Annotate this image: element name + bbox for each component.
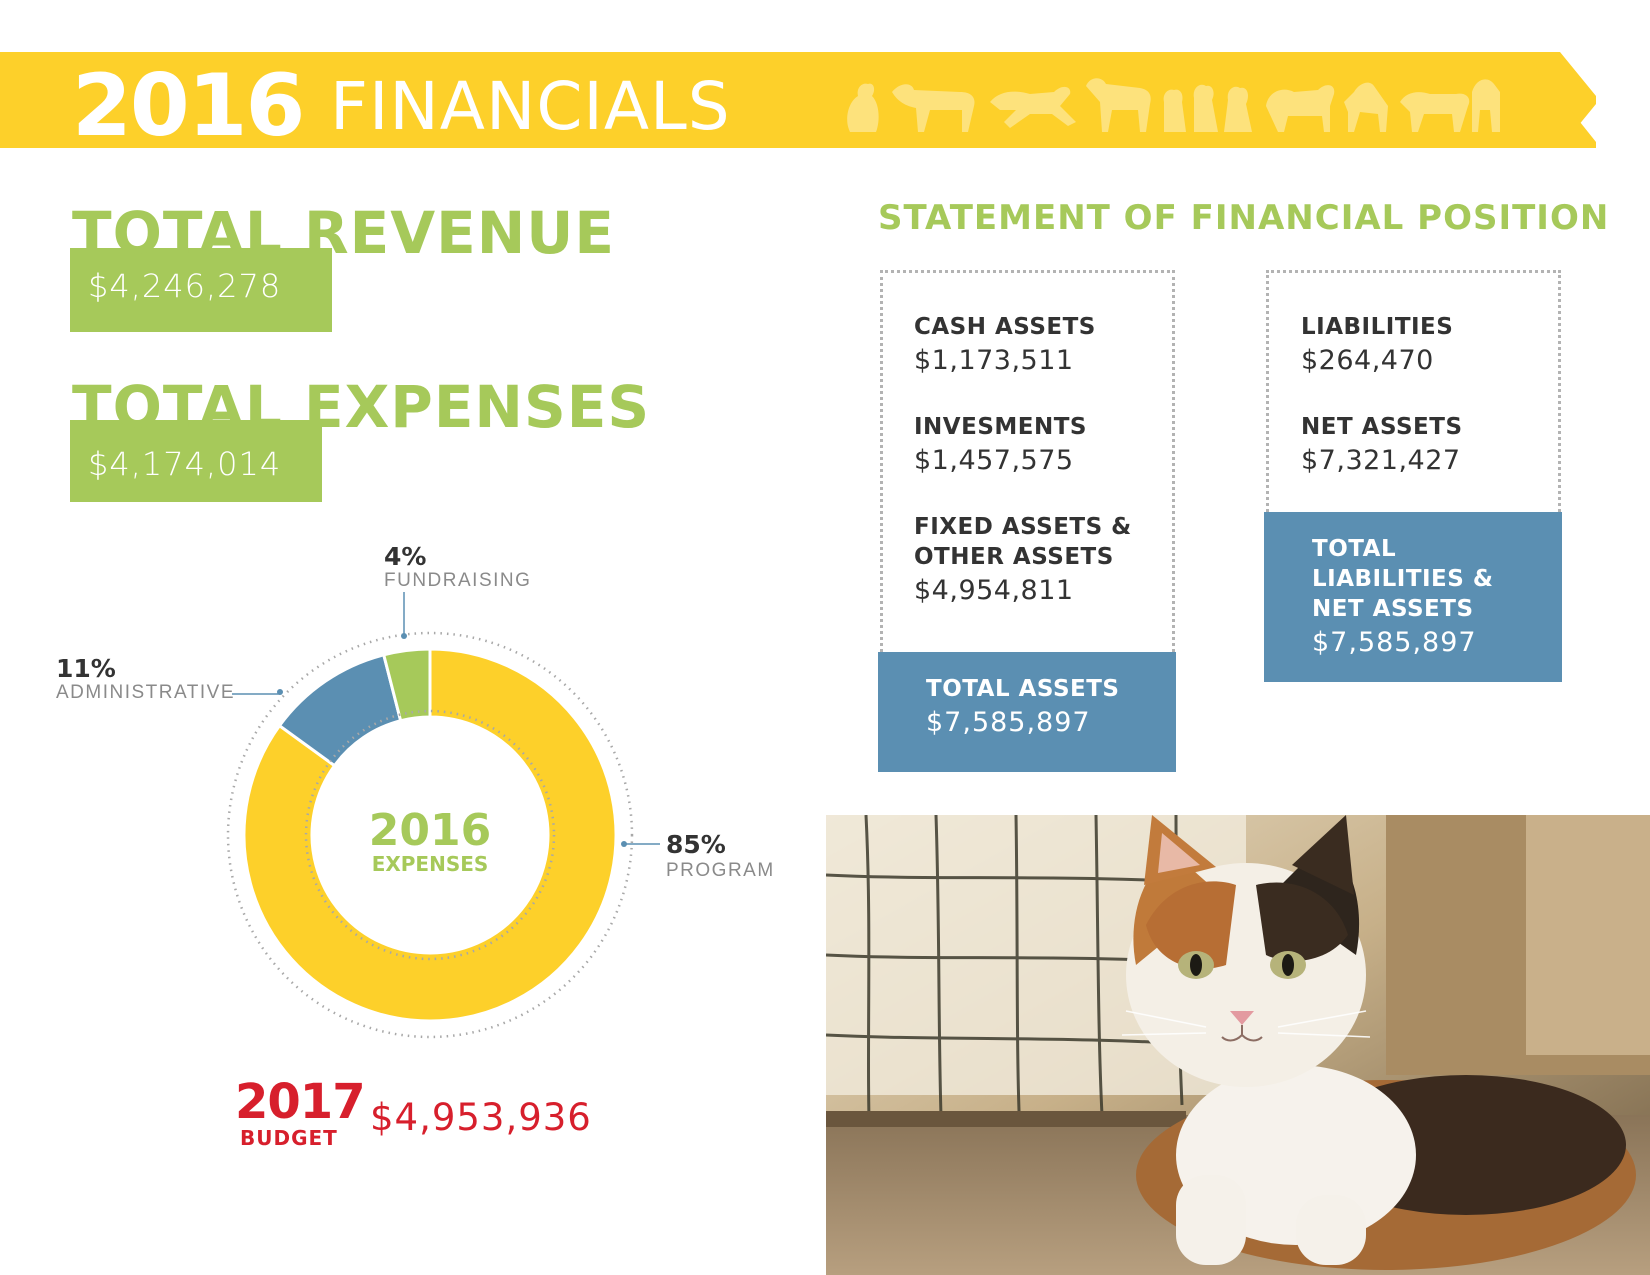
total-liabilities-label-line2: LIABILITIES & (1312, 566, 1494, 592)
budget-year: 2017 (235, 1074, 365, 1130)
total-assets-label: TOTAL ASSETS (926, 676, 1120, 702)
total-expenses-heading: TOTAL EXPENSES (72, 373, 651, 441)
fundraising-percent: 4% (384, 542, 427, 571)
administrative-percent: 11% (56, 654, 116, 683)
program-label: PROGRAM (666, 860, 775, 881)
fixed-assets-value: $4,954,811 (914, 575, 1074, 606)
donut-center-year: 2016 (368, 805, 492, 856)
investments-label: INVESMENTS (914, 414, 1087, 440)
total-expenses-value: $4,174,014 (88, 445, 282, 483)
calico-cat-photo (826, 815, 1650, 1275)
budget-label: BUDGET (240, 1126, 338, 1150)
fixed-assets-label-line1: FIXED ASSETS & (914, 514, 1132, 540)
administrative-label: ADMINISTRATIVE (56, 682, 235, 703)
total-assets-value: $7,585,897 (926, 707, 1091, 738)
budget-value: $4,953,936 (370, 1096, 592, 1139)
program-percent: 85% (666, 830, 726, 859)
fundraising-label: FUNDRAISING (384, 570, 532, 591)
total-liabilities-label-line1: TOTAL (1312, 536, 1397, 562)
liabilities-label: LIABILITIES (1301, 314, 1454, 340)
cash-assets-value: $1,173,511 (914, 345, 1074, 376)
net-assets-value: $7,321,427 (1301, 445, 1461, 476)
total-revenue-value: $4,246,278 (88, 267, 282, 305)
statement-title: STATEMENT OF FINANCIAL POSITION (878, 198, 1610, 238)
title-year: 2016 (72, 56, 304, 156)
investments-value: $1,457,575 (914, 445, 1074, 476)
fixed-assets-label-line2: OTHER ASSETS (914, 544, 1114, 570)
total-revenue-heading: TOTAL REVENUE (72, 199, 616, 267)
total-liabilities-value: $7,585,897 (1312, 627, 1477, 658)
net-assets-label: NET ASSETS (1301, 414, 1463, 440)
donut-center-label: EXPENSES (371, 852, 489, 876)
liabilities-value: $264,470 (1301, 345, 1434, 376)
cash-assets-label: CASH ASSETS (914, 314, 1096, 340)
total-liabilities-label-line3: NET ASSETS (1312, 596, 1474, 622)
title-financials: FINANCIALS (330, 68, 731, 145)
